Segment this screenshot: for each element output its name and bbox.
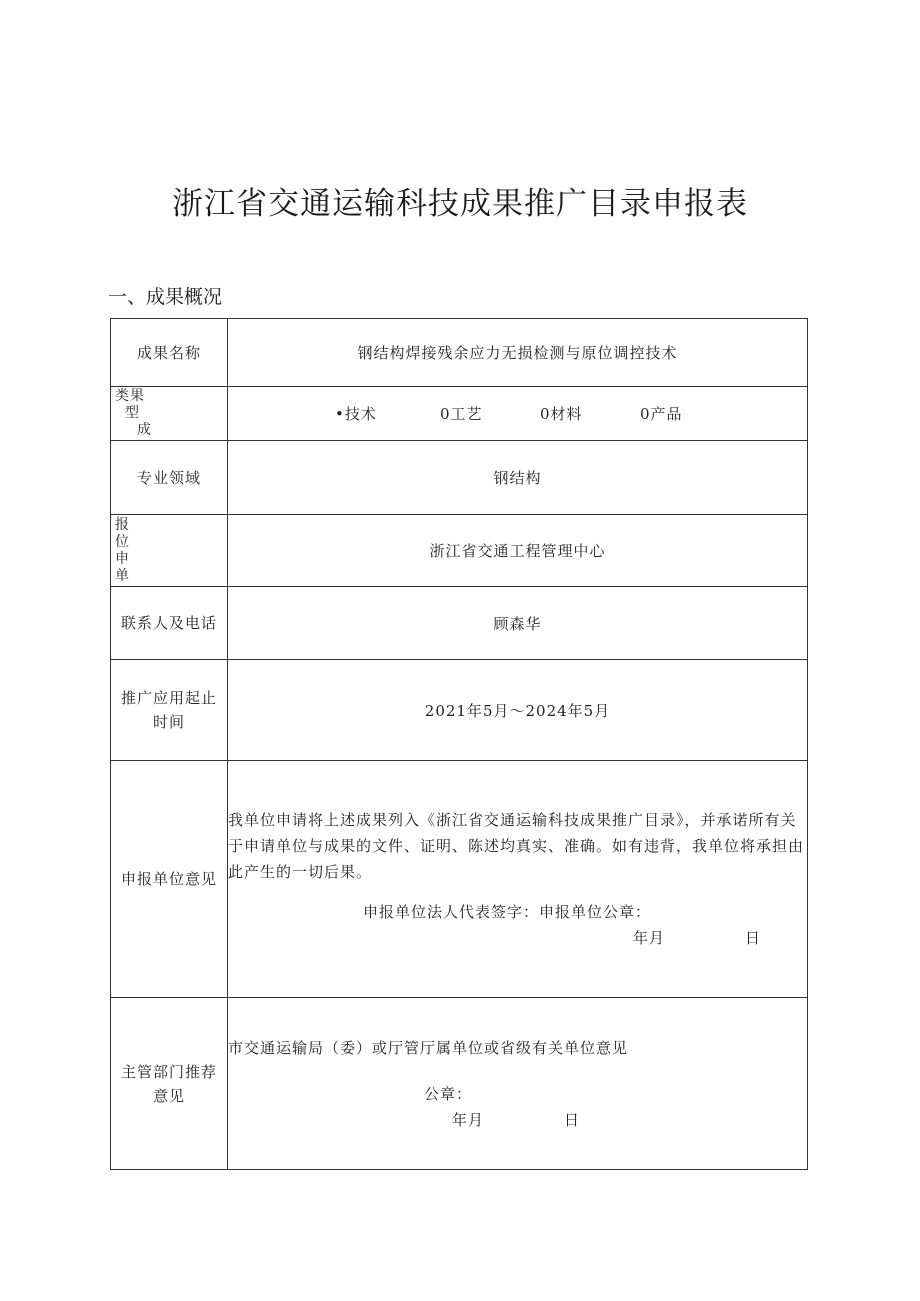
label-type-char-2: 型 bbox=[125, 405, 140, 421]
type-option-product[interactable]: 0产品 bbox=[640, 405, 683, 423]
label-period-line-1: 推广应用起止 bbox=[120, 689, 217, 707]
label-type-char-1: 类果 bbox=[115, 388, 145, 404]
value-contact: 顾森华 bbox=[228, 587, 808, 660]
label-applicant-unit bbox=[111, 515, 228, 587]
type-option-technology[interactable]: •技术 bbox=[335, 405, 377, 423]
page-title: 浙江省交通运输科技成果推广目录申报表 bbox=[172, 186, 748, 222]
section-title: 一、成果概况 bbox=[108, 286, 223, 308]
label-type-char-3: 成 bbox=[137, 422, 152, 438]
label-applicant-opinion: 申报单位意见 bbox=[111, 761, 228, 998]
row-achievement-type bbox=[111, 387, 808, 441]
row-promotion-period bbox=[111, 660, 808, 761]
achievement-form-table bbox=[110, 318, 808, 1170]
value-professional-field: 钢结构 bbox=[228, 441, 808, 515]
row-contact bbox=[111, 587, 808, 660]
value-achievement-type bbox=[228, 387, 808, 441]
opinion-date-line bbox=[228, 925, 807, 951]
opinion-signature-line: 申报单位法人代表签字：申报单位公章： bbox=[363, 903, 652, 921]
label-unit-char-1: 报 bbox=[115, 516, 130, 533]
row-supervisor-opinion bbox=[111, 998, 808, 1170]
opinion-date-day: 日 bbox=[745, 929, 762, 947]
row-achievement-name bbox=[111, 319, 808, 387]
type-option-process[interactable]: 0工艺 bbox=[440, 405, 483, 423]
supervisor-seal-line: 公章： bbox=[424, 1084, 473, 1103]
opinion-date-month: 年月 bbox=[633, 929, 666, 947]
supervisor-date-month: 年月 bbox=[452, 1110, 485, 1129]
label-period-line-2: 时间 bbox=[152, 713, 185, 731]
label-unit-char-4: 单 bbox=[115, 567, 130, 584]
supervisor-date-day: 日 bbox=[564, 1110, 581, 1129]
label-supervisor-line-1: 主管部门推荐 bbox=[120, 1062, 217, 1081]
supervisor-date-line bbox=[228, 1107, 807, 1133]
label-contact: 联系人及电话 bbox=[111, 587, 228, 660]
label-achievement-type bbox=[111, 387, 228, 441]
label-unit-char-2: 位 bbox=[115, 533, 130, 550]
label-unit-char-3: 申 bbox=[115, 550, 130, 567]
label-supervisor-opinion bbox=[111, 998, 228, 1170]
value-applicant-unit: 浙江省交通工程管理中心 bbox=[228, 515, 808, 587]
opinion-statement: 我单位申请将上述成果列入《浙江省交通运输科技成果推广目录》，并承诺所有关于申请单位与成果的文件、证明、陈述均真实、准确。如有违背，我单位将承担由此产生的一切后果。 bbox=[228, 811, 805, 881]
row-professional-field bbox=[111, 441, 808, 515]
value-achievement-name: 钢结构焊接残余应力无损检测与原位调控技术 bbox=[228, 319, 808, 387]
value-promotion-period: 2021年5月～2024年5月 bbox=[228, 660, 808, 761]
label-professional-field: 专业领域 bbox=[111, 441, 228, 515]
supervisor-statement: 市交通运输局（委）或厅管厅属单位或省级有关单位意见 bbox=[228, 1038, 629, 1057]
row-applicant-opinion bbox=[111, 761, 808, 998]
label-achievement-name: 成果名称 bbox=[111, 319, 228, 387]
value-supervisor-opinion bbox=[228, 998, 808, 1170]
label-supervisor-line-2: 意见 bbox=[152, 1086, 185, 1105]
row-applicant-unit bbox=[111, 515, 808, 587]
value-applicant-opinion bbox=[228, 761, 808, 998]
type-option-material[interactable]: 0材料 bbox=[540, 405, 583, 423]
label-promotion-period bbox=[111, 660, 228, 761]
